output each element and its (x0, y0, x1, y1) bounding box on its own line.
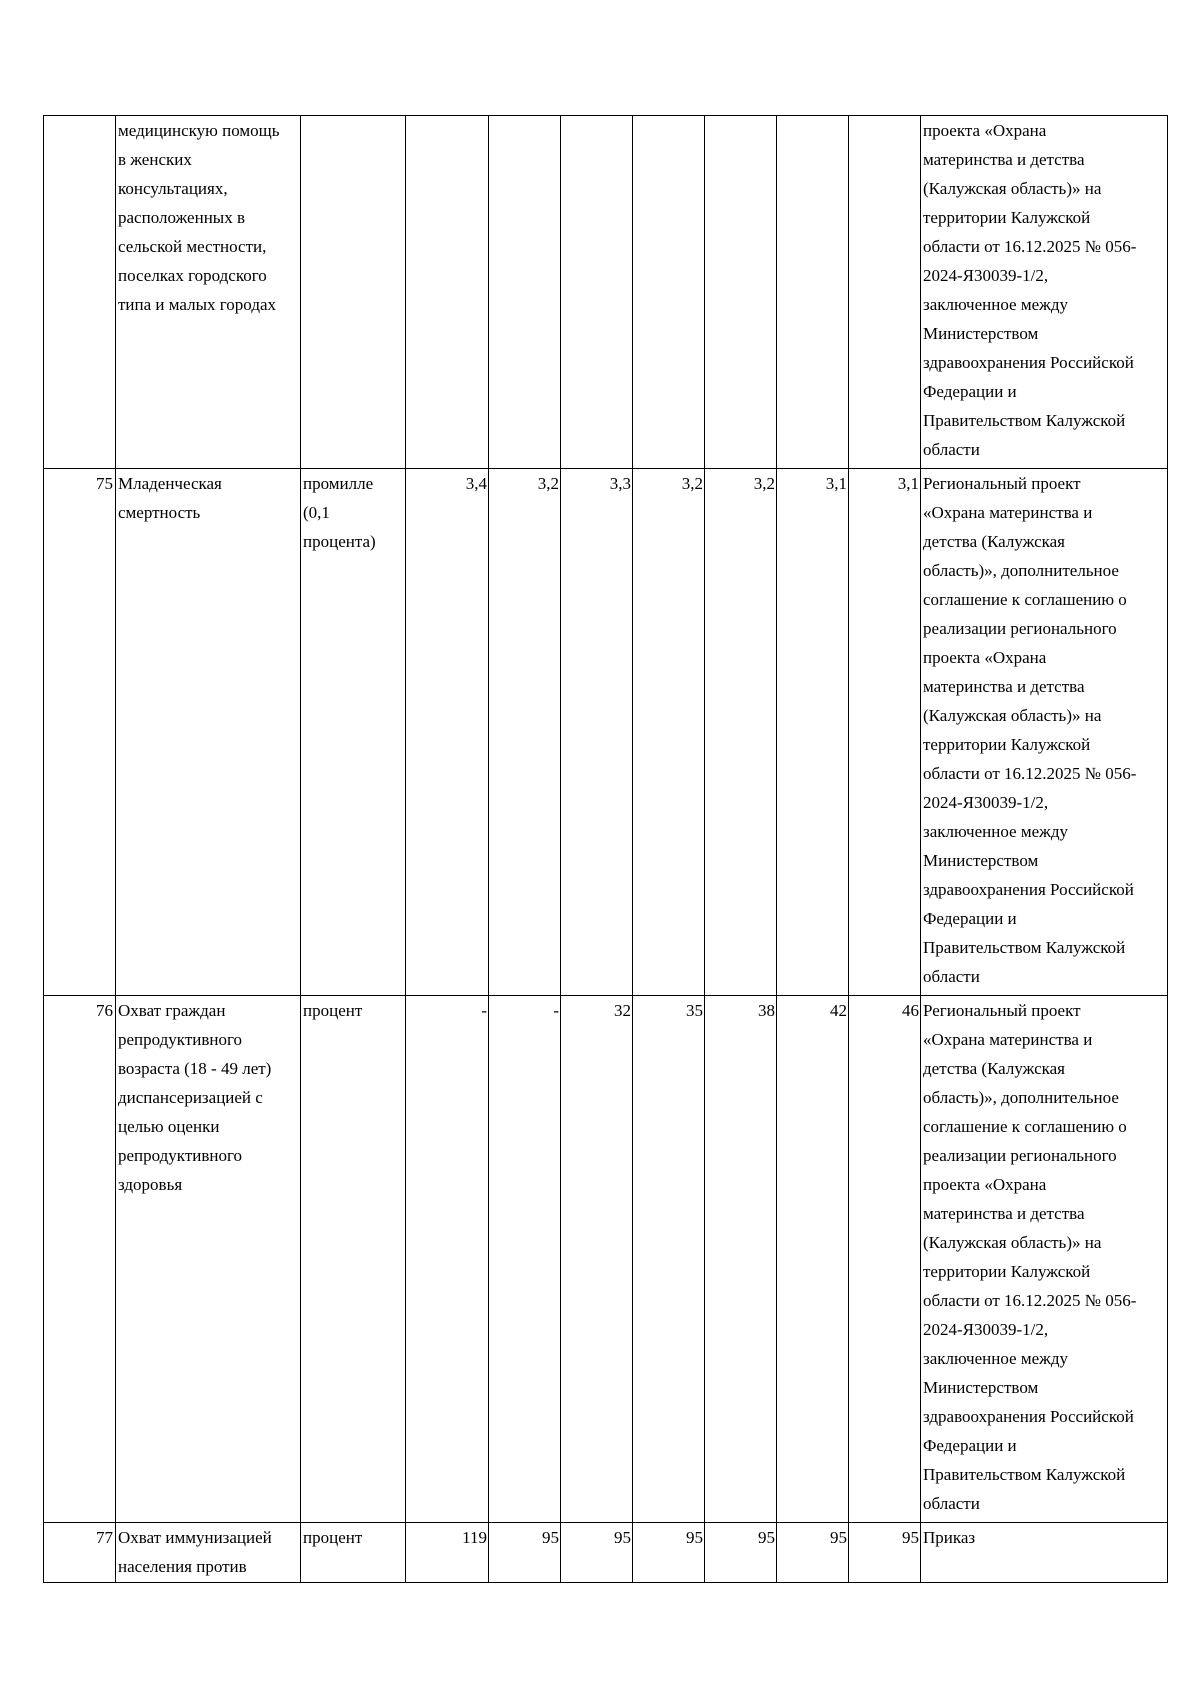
table-row (44, 996, 1168, 1523)
row-number: 77 (44, 1523, 116, 1583)
value-cell: 3,1 (777, 469, 849, 996)
value-cell: 95 (777, 1523, 849, 1583)
value-cell: 95 (705, 1523, 777, 1583)
unit-of-measure: промилле (0,1 процента) (301, 469, 406, 996)
value-cell: 95 (561, 1523, 633, 1583)
source-document: Региональный проект «Охрана материнства и детства (Калужская область)», дополнительное соглашение к соглашению о реализации регионального проекта «Охрана материнства и детства (Калужская область)» на территории Калужской области от 16.12.2025 № 056- 2024-Я30039-1/2, заключенное между Министерством здравоохранения Российской Федерации и Правительством Калужской области (921, 469, 1168, 996)
indicator-table (43, 115, 1168, 1583)
unit-of-measure: процент (301, 1523, 406, 1583)
value-cell: 95 (489, 1523, 561, 1583)
table-row (44, 116, 1168, 469)
source-document: Приказ (921, 1523, 1168, 1583)
value-cell: 35 (633, 996, 705, 1523)
value-cell (777, 116, 849, 469)
table-row (44, 469, 1168, 996)
value-cell (406, 116, 489, 469)
value-cell: 95 (633, 1523, 705, 1583)
indicator-name: медицинскую помощь в женских консультациях, расположенных в сельской местности, поселках городского типа и малых городах (116, 116, 301, 469)
value-cell (705, 116, 777, 469)
unit-of-measure: процент (301, 996, 406, 1523)
value-cell: 46 (849, 996, 921, 1523)
value-cell (633, 116, 705, 469)
value-cell: 3,3 (561, 469, 633, 996)
value-cell: 42 (777, 996, 849, 1523)
value-cell: 3,2 (489, 469, 561, 996)
value-cell: - (489, 996, 561, 1523)
value-cell: 32 (561, 996, 633, 1523)
value-cell: - (406, 996, 489, 1523)
value-cell: 3,2 (633, 469, 705, 996)
value-cell: 95 (849, 1523, 921, 1583)
indicator-name: Младенческая смертность (116, 469, 301, 996)
value-cell: 38 (705, 996, 777, 1523)
value-cell: 119 (406, 1523, 489, 1583)
row-number (44, 116, 116, 469)
value-cell: 3,1 (849, 469, 921, 996)
value-cell (489, 116, 561, 469)
unit-of-measure (301, 116, 406, 469)
table-row (44, 1523, 1168, 1583)
value-cell (561, 116, 633, 469)
indicator-name: Охват иммунизацией населения против (116, 1523, 301, 1583)
value-cell: 3,2 (705, 469, 777, 996)
source-document: Региональный проект «Охрана материнства и детства (Калужская область)», дополнительное соглашение к соглашению о реализации регионального проекта «Охрана материнства и детства (Калужская область)» на территории Калужской области от 16.12.2025 № 056- 2024-Я30039-1/2, заключенное между Министерством здравоохранения Российской Федерации и Правительством Калужской области (921, 996, 1168, 1523)
row-number: 76 (44, 996, 116, 1523)
value-cell: 3,4 (406, 469, 489, 996)
indicator-name: Охват граждан репродуктивного возраста (18 - 49 лет) диспансеризацией с целью оценки репродуктивного здоровья (116, 996, 301, 1523)
source-document: проекта «Охрана материнства и детства (Калужская область)» на территории Калужской области от 16.12.2025 № 056- 2024-Я30039-1/2, заключенное между Министерством здравоохранения Российской Федерации и Правительством Калужской области (921, 116, 1168, 469)
row-number: 75 (44, 469, 116, 996)
value-cell (849, 116, 921, 469)
